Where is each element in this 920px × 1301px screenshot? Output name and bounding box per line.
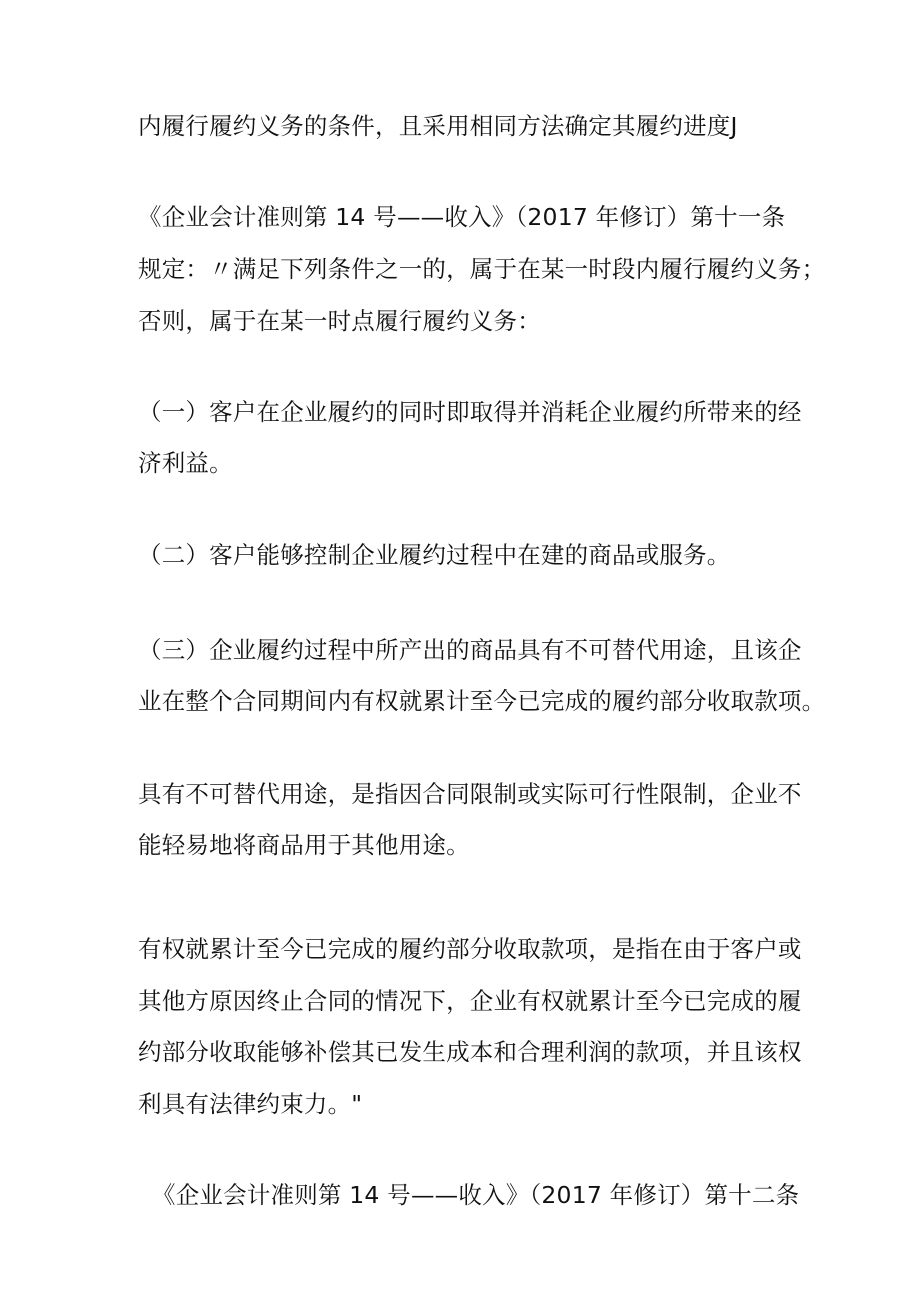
text-line: 利具有法律约束力。" <box>138 1090 363 1118</box>
text-line: 内履行履约义务的条件，且采用相同方法确定其履约进度J <box>138 112 738 140</box>
text-line: 其他方原因终止合同的情况下，企业有权就累计至今已完成的履 <box>138 987 802 1015</box>
text-line: （二）客户能够控制企业履约过程中在建的商品或服务。 <box>138 541 731 569</box>
text-line: 能轻易地将商品用于其他用途。 <box>138 831 470 859</box>
text-line: （三）企业履约过程中所产出的商品具有不可替代用途，且该企 <box>138 636 802 664</box>
text-line: 《企业会计准则第 14 号——收入》（2017 年修订）第十一条 <box>138 203 786 231</box>
text-line: 济利益。 <box>138 449 233 477</box>
text-line: 《企业会计准则第 14 号——收入》（2017 年修订）第十二条 <box>152 1181 800 1209</box>
text-line: 有权就累计至今已完成的履约部分收取款项，是指在由于客户或 <box>138 935 802 963</box>
text-line: 具有不可替代用途，是指因合同限制或实际可行性限制，企业不 <box>138 780 802 808</box>
text-line: （一）客户在企业履约的同时即取得并消耗企业履约所带来的经 <box>138 398 802 426</box>
text-line: 否则，属于在某一时点履行履约义务： <box>138 307 541 335</box>
text-line: 约部分收取能够补偿其已发生成本和合理利润的款项，并且该权 <box>138 1038 802 1066</box>
text-line: 业在整个合同期间内有权就累计至今已完成的履约部分收取款项。 <box>138 687 826 715</box>
text-line: 规定：〃满足下列条件之一的，属于在某一时段内履行履约义务； <box>138 255 826 283</box>
